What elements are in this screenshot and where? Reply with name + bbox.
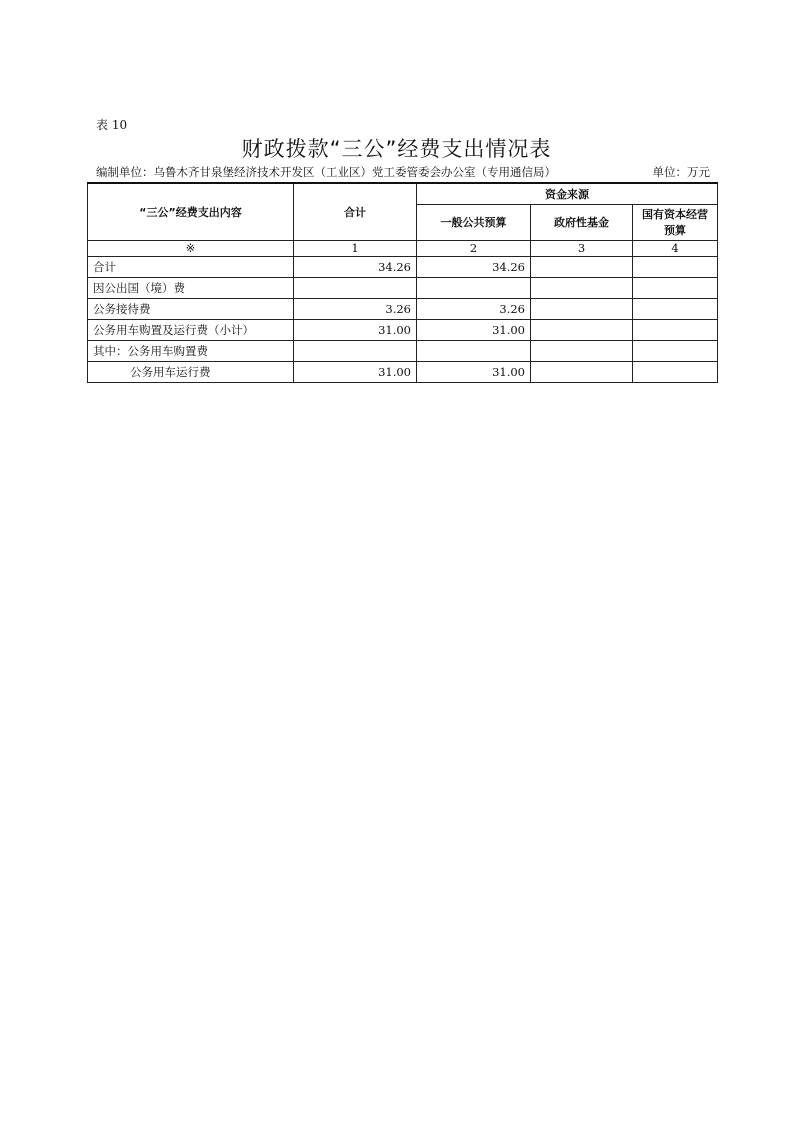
table-row bbox=[88, 319, 718, 340]
index-cell: 4 bbox=[633, 240, 718, 256]
cell-state bbox=[633, 298, 718, 319]
currency-unit: 单位：万元 bbox=[652, 165, 710, 179]
index-cell: 2 bbox=[417, 240, 531, 256]
prepared-by: 编制单位：乌鲁木齐甘泉堡经济技术开发区（工业区）党工委管委会办公室（专用通信局） bbox=[96, 165, 556, 179]
row-label: 公务用车运行费 bbox=[88, 361, 294, 382]
page-title: 财政拨款“三公”经费支出情况表 bbox=[241, 137, 552, 161]
cell-fund bbox=[531, 340, 633, 361]
cell-total bbox=[294, 340, 417, 361]
cell-total: 31.00 bbox=[294, 319, 417, 340]
cell-state bbox=[633, 319, 718, 340]
cell-state bbox=[633, 256, 718, 277]
index-row bbox=[88, 240, 718, 256]
header-state-capital: 国有资本经营预算 bbox=[633, 204, 718, 240]
table-row bbox=[88, 298, 718, 319]
table-number: 表 10 bbox=[96, 118, 128, 132]
table-row bbox=[88, 256, 718, 277]
cell-general: 31.00 bbox=[417, 361, 531, 382]
cell-total bbox=[294, 277, 417, 298]
cell-fund bbox=[531, 319, 633, 340]
cell-state bbox=[633, 361, 718, 382]
header-general-budget: 一般公共预算 bbox=[417, 204, 531, 240]
cell-general: 3.26 bbox=[417, 298, 531, 319]
table-row bbox=[88, 340, 718, 361]
meta-row bbox=[96, 164, 712, 180]
cell-fund bbox=[531, 256, 633, 277]
cell-general: 34.26 bbox=[417, 256, 531, 277]
header-total: 合计 bbox=[294, 183, 417, 240]
row-label: 公务接待费 bbox=[88, 298, 294, 319]
cell-state bbox=[633, 277, 718, 298]
row-label: 因公出国（境）费 bbox=[88, 277, 294, 298]
cell-general bbox=[417, 340, 531, 361]
table-row bbox=[88, 361, 718, 382]
row-label: 其中：公务用车购置费 bbox=[88, 340, 294, 361]
index-cell: ※ bbox=[88, 240, 294, 256]
index-cell: 1 bbox=[294, 240, 417, 256]
index-cell: 3 bbox=[531, 240, 633, 256]
header-gov-fund: 政府性基金 bbox=[531, 204, 633, 240]
cell-fund bbox=[531, 361, 633, 382]
cell-fund bbox=[531, 277, 633, 298]
table-row bbox=[88, 277, 718, 298]
cell-state bbox=[633, 340, 718, 361]
cell-total: 31.00 bbox=[294, 361, 417, 382]
cell-total: 34.26 bbox=[294, 256, 417, 277]
cell-general bbox=[417, 277, 531, 298]
cell-fund bbox=[531, 298, 633, 319]
expense-table bbox=[87, 182, 718, 383]
row-label: 公务用车购置及运行费（小计） bbox=[88, 319, 294, 340]
header-source-group: 资金来源 bbox=[417, 183, 718, 204]
cell-general: 31.00 bbox=[417, 319, 531, 340]
header-item: “三公”经费支出内容 bbox=[88, 183, 294, 240]
row-label: 合计 bbox=[88, 256, 294, 277]
cell-total: 3.26 bbox=[294, 298, 417, 319]
